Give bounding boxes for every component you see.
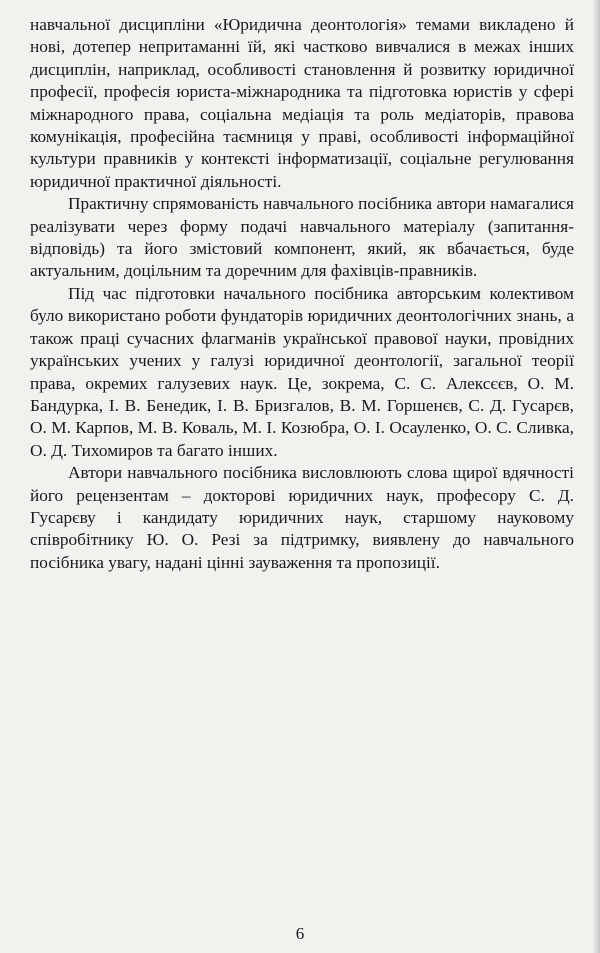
paragraph-continuation: навчальної дисципліни «Юридична деонтологія» темами викладено й нові, дотепер непритаманні їй, які частково вивчалися в межах інших дисциплін, наприклад, особливості становлення й розвитку юридичної професії, професія юриста-міжнародника та підготовка юристів у сфері міжнародного права, соціальна медіація та роль медіаторів, правова комунікація, професійна таємниця у праві, особливості інформаційної культури правників у контексті інформатизації, соціальне регулювання юридичної практичної діяльності.: [30, 15, 574, 191]
body-text: [30, 14, 574, 574]
paragraph-sources: Під час підготовки начального посібника авторським колективом було використано роботи фундаторів юридичних деонтологічних знань, а також праці сучасних флагманів української правової науки, провідних українських учених у галузі юридичної деонтології, загальної теорії права, окремих галузевих наук. Це, зокрема, С. С. Алексєєв, О. М. Бандурка, І. В. Бенедик, І. В. Бризгалов, В. М. Горшенєв, С. Д. Гусарєв, О. М. Карпов, М. В. Коваль, М. І. Козюбра, О. І. Осауленко, О. С. Сливка, О. Д. Тихомиров та багато інших.: [30, 283, 574, 460]
paragraph-acknowledgements: Автори навчального посібника висловлюють слова щирої вдячності його рецензентам – докторові юридичних наук, професору С. Д. Гусарєву і кандидату юридичних наук, старшому науковому співробітнику Ю. О. Резі за підтримку, виявлену до навчального посібника увагу, надані цінні зауваження та пропозиції.: [30, 463, 574, 572]
paragraph-practical-focus: Практичну спрямованість навчального посібника автори намагалися реалізувати через форму подачі навчального матеріалу (запитання-відповідь) та його змістовий компонент, який, як вбачається, буде актуальним, доцільним та доречним для фахівців-правників.: [30, 194, 574, 281]
page-edge-shadow: [592, 0, 600, 953]
page-number: 6: [295, 924, 305, 943]
